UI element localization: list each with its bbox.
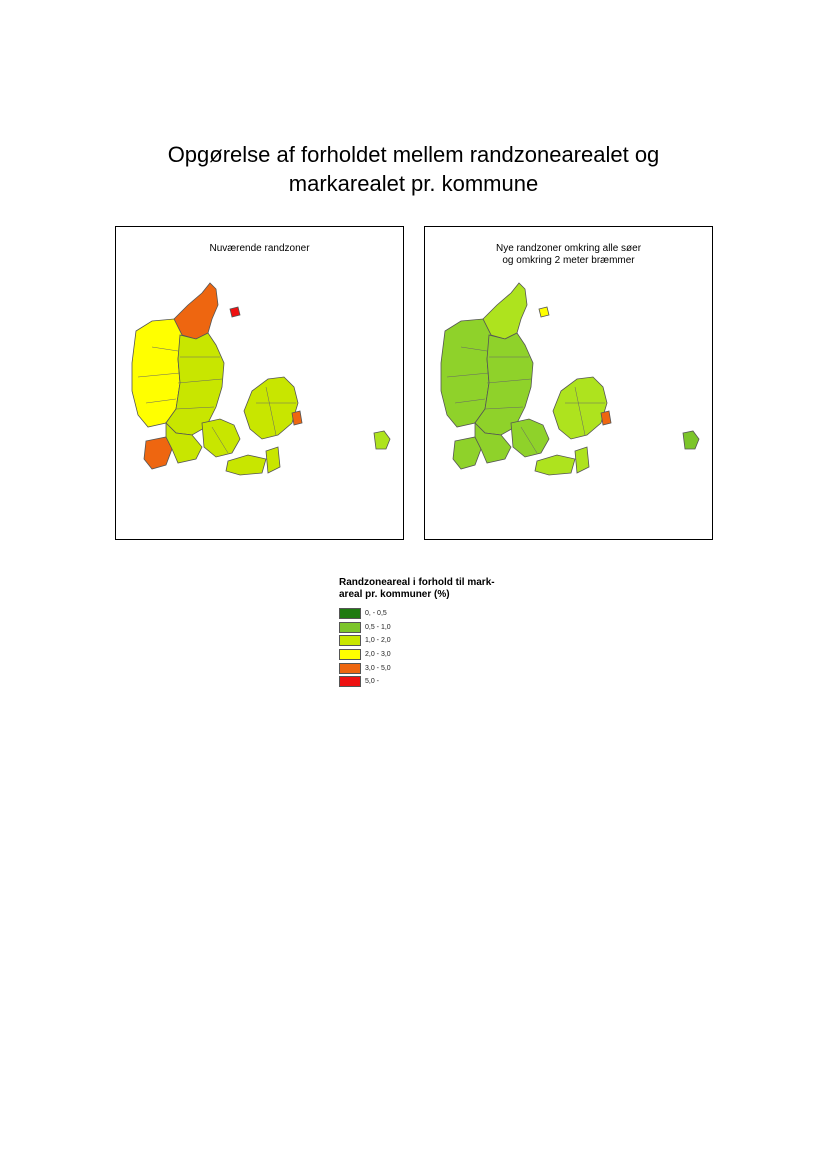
region-bornholm	[683, 431, 699, 449]
region-laeso	[539, 307, 549, 317]
legend-label: 5,0 -	[365, 678, 380, 686]
map-legend	[339, 577, 539, 689]
legend-item	[339, 675, 539, 689]
region-north	[174, 283, 218, 339]
map-title-new-line-1: Nye randzoner omkring alle søer	[495, 243, 642, 254]
region-falster	[266, 447, 280, 473]
legend-swatch	[339, 608, 361, 619]
map-title-new-line-2: og omkring 2 meter bræmmer	[502, 255, 635, 266]
legend-title-line-1: Randzoneareal i forhold til mark-	[339, 577, 495, 588]
legend-label: 0, - 0,5	[365, 610, 387, 618]
legend-item	[339, 661, 539, 675]
legend-item	[339, 621, 539, 635]
legend-label: 1,0 - 2,0	[365, 637, 391, 645]
region-north	[483, 283, 527, 339]
map-panel-current	[115, 226, 404, 540]
legend-swatch	[339, 649, 361, 660]
region-southwest	[453, 437, 481, 469]
title-line-2: markarealet pr. kommune	[288, 171, 539, 196]
legend-swatch	[339, 676, 361, 687]
region-funen	[202, 419, 240, 457]
title-line-1: Opgørelse af forholdet mellem randzonearealet og	[167, 142, 660, 167]
region-zealand	[244, 377, 298, 439]
legend-title	[339, 577, 539, 601]
region-falster	[575, 447, 589, 473]
region-southwest	[144, 437, 172, 469]
legend-item	[339, 634, 539, 648]
region-bornholm	[374, 431, 390, 449]
region-zealand_spot	[292, 411, 302, 425]
legend-title-line-2: areal pr. kommuner (%)	[339, 589, 450, 600]
denmark-map-new	[425, 227, 714, 541]
legend-item	[339, 648, 539, 662]
page-title	[80, 140, 747, 198]
legend-items	[339, 607, 539, 689]
legend-item	[339, 607, 539, 621]
map-title-current-line-1: Nuværende randzoner	[209, 243, 310, 254]
map-panel-new	[424, 226, 713, 540]
legend-swatch	[339, 622, 361, 633]
legend-label: 2,0 - 3,0	[365, 651, 391, 659]
region-zealand	[553, 377, 607, 439]
region-funen	[511, 419, 549, 457]
legend-swatch	[339, 635, 361, 646]
denmark-map-current	[116, 227, 405, 541]
region-laeso	[230, 307, 240, 317]
legend-label: 0,5 - 1,0	[365, 623, 391, 631]
region-zealand_spot	[601, 411, 611, 425]
region-lolland	[535, 455, 575, 475]
legend-swatch	[339, 663, 361, 674]
region-lolland	[226, 455, 266, 475]
legend-label: 3,0 - 5,0	[365, 664, 391, 672]
